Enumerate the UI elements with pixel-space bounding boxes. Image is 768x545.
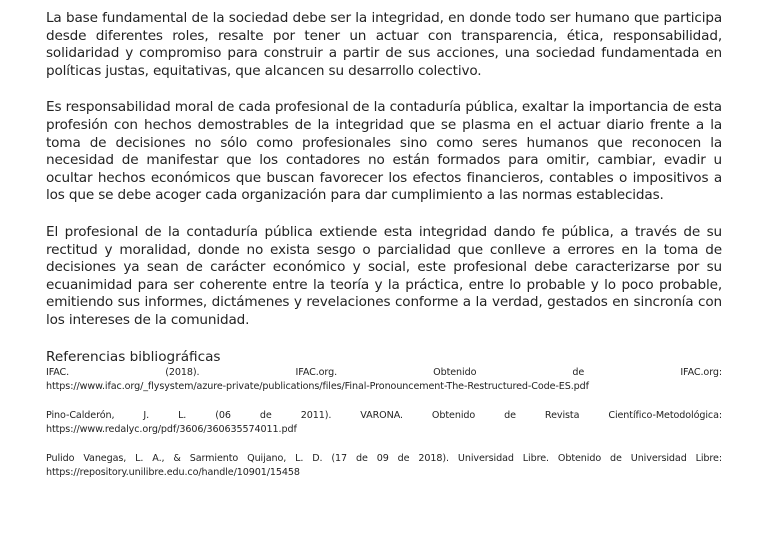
reference-citation: IFAC. (2018). IFAC.org. Obtenido de IFAC.org:	[46, 366, 722, 378]
reference-item	[46, 366, 722, 395]
reference-item	[46, 452, 722, 481]
reference-item	[46, 409, 722, 438]
reference-citation: Pino-Calderón, J. L. (06 de 2011). VARONA. Obtenido de Revista Científico-Metodológica:	[46, 409, 722, 421]
document-page	[46, 10, 722, 495]
reference-url[interactable]: https://www.redalyc.org/pdf/3606/360635574011.pdf	[46, 424, 297, 435]
paragraph-responsabilidad: Es responsabilidad moral de cada profesional de la contaduría pública, exaltar la importancia de esta profesión con hechos demostrables de la integridad que se plasma en el actuar diario frente a la toma de decisiones no sólo como profesionales sino como seres humanos que reconocen la necesidad de manifestar que los contadores no están formados para omitir, cambiar, evadir u ocultar hechos económicos que buscan favorecer los efectos financieros, contables o impositivos a los que se debe acoger cada organización para dar cumplimiento a las normas establecidas.	[46, 99, 722, 204]
reference-citation: Pulido Vanegas, L. A., & Sarmiento Quijano, L. D. (17 de 09 de 2018). Universidad Libre. Obtenido de Universidad Libre:	[46, 452, 722, 464]
references-title: Referencias bibliográficas	[46, 348, 221, 365]
paragraph-fe-publica: El profesional de la contaduría pública extiende esta integridad dando fe pública, a través de su rectitud y moralidad, donde no exista sesgo o parcialidad que conlleve a errores en la toma de decisiones ya sean de carácter económico y social, este profesional debe caracterizarse por su ecuanimidad para ser coherente entre la teoría y la práctica, entre lo probable y lo poco probable, emitiendo sus informes, dictámenes y revelaciones conforme a la verdad, gestados en sincronía con los intereses de la comunidad.	[46, 223, 722, 328]
references-section	[46, 349, 722, 481]
paragraph-integridad: La base fundamental de la sociedad debe ser la integridad, en donde todo ser humano que participa desde diferentes roles, resalte por tener un actuar con transparencia, ética, responsabilidad, solidaridad y compromiso para construir a partir de sus acciones, una sociedad fundamentada en políticas justas, equitativas, que alcancen su desarrollo colectivo.	[46, 10, 722, 79]
reference-url[interactable]: https://www.ifac.org/_flysystem/azure-private/publications/files/Final-Pronouncement-The-Restructured-Code-ES.pdf	[46, 381, 589, 392]
reference-url[interactable]: https://repository.unilibre.edu.co/handle/10901/15458	[46, 467, 300, 478]
